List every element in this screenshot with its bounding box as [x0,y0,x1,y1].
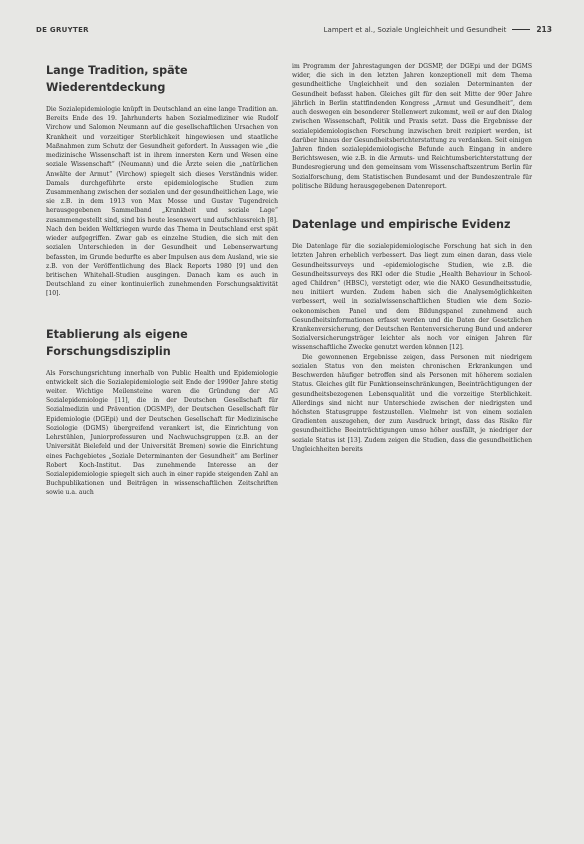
page-header [36,25,552,39]
publisher-brand: DE GRUYTER [36,26,89,34]
header-rule [512,29,530,30]
paragraph-tradition: Die Sozialepidemiologie knüpft in Deutschland an eine lange Tradition an. Bereits Ende des 19. Jahrhunderts haben Sozialmediziner wie Rudolf Virchow und Salomon Neumann auf die gesellschaftlichen Ursachen von Krankheit und vorzeitiger Sterblichkeit hingewiesen und staatliche Maßnahmen zum Schutz der Gesundheit gefordert. In Aussagen wie „die medizinische Wissenschaft ist in ihrem innersten Kern und Wesen eine soziale Wissenschaft“ (Neumann) und die Ärzte seien die „natürlichen Anwälte der Armut“ (Virchow) spiegelt sich dieses Verständnis wider. Damals durchgeführte erste epidemiologische Studien zum Zusammenhang zwischen der sozialen und der gesundheitlichen Lage, wie sie z.B. in dem 1913 von Max Mosse und Gustav Tugendreich herausgegebenen Sammelband „Krankheit und soziale Lage“ zusammengestellt sind, sind bis heute lesenswert und aufschlussreich [8]. Nach den beiden Weltkriegen wurde das Thema in Deutschland erst spät wieder aufgegriffen. Zwar gab es einzelne Studien, die sich mit den sozialen Unterschieden in der Gesundheit und Lebenserwartung befassten, im Grunde bedurfte es aber Impulsen aus dem Ausland, wie sie z.B. von der Veröffentlichung des Black Reports 1980 [9] und den britischen Whitehall-Studien ausgingen. Danach kam es auch in Deutschland zu einer kontinuierlich zunehmenden Forschungsaktivität [10]. [46,106,278,298]
running-header [324,25,552,34]
section-heading-etablierung: Etablierung als eigene Forschungsdisziplin [46,327,188,358]
page-number: 213 [536,25,552,34]
running-title: Lampert et al., Soziale Ungleichheit und Gesundheit [323,25,507,34]
section-heading-tradition: Lange Tradition, späte Wiederentdeckung [46,64,188,94]
section-heading-datenlage: Datenlage und empirische Evidenz [292,218,511,232]
left-column [46,62,278,498]
right-column [292,62,532,454]
paragraph-continued: im Programm der Jahrestagungen der DGSMP, der DGEpi und der DGMS wider, die sich in den letzten Jahren konzeptionell mit dem Thema gesundheitliche Ungleichheit und den sozialen Determinanten der Gesundheit befasst haben. Gleiches gilt für den seit Mitte der 90er Jahre jährlich in Berlin stattfindenden Kongress „Armut und Gesundheit“, dem auch deswegen ein besonderer Stellenwert zukommt, weil er auf den Dialog zwischen Wissenschaft, Politik und Praxis setzt. Dass die Ergebnisse der sozialepidemiologischen Forschung inzwischen breit rezipiert werden, ist darüber hinaus der Gesundheitsberichterstattung zu verdanken. Seit einigen Jahren finden sozialepidemiologische Befunde auch Eingang in andere Berichtswesen, wie z.B. in die Armuts- und Reichtumsberichterstattung der Bundesregierung und den gemeinsam vom Wissenschaftszentrum Berlin für Sozialforschung, dem Statistischen Bundesamt und der Bundeszentrale für politische Bildung herausgegebenen Datenreport. [292,63,532,190]
paragraph-etablierung: Als Forschungsrichtung innerhalb von Public Health und Epidemiologie entwickelt sich die Sozialepidemiologie seit Ende der 1990er Jahre stetig weiter. Wichtige Meilensteine waren die Gründung der AG Sozialepidemiologie [11], die in der Deutschen Gesellschaft für Sozialmedizin und Prävention (DGSMP), der Deutschen Gesellschaft für Epidemiologie (DGEpi) und der Deutschen Gesellschaft für Medizinische Soziologie (DGMS) übergreifend verankert ist, die Einrichtung von Lehrstühlen, Juniorprofessuren und Nachwuchsgruppen (z.B. an der Universität Bielefeld und der Universität Bremen) sowie die Einrichtung eines Fachgebietes „Soziale Determinanten der Gesundheit“ am Berliner Robert Koch-Institut. Das zunehmende Interesse an der Sozialepidemiologie spiegelt sich auch in einer rapide steigenden Zahl an Buchpublikationen und Beiträgen in wissenschaftlichen Zeitschriften sowie u.a. auch [46,369,278,497]
paragraph-datenlage: Die Datenlage für die sozialepidemiologische Forschung hat sich in den letzten Jahren erheblich verbessert. Das liegt zum einen daran, dass viele Gesundheitssurveys und -epidemiologische Studien, wie z.B. die Gesundheitssurveys des RKI oder die Studie „Health Behaviour in School-aged Children“ (HBSC), verstetigt oder, wie die NAKO Gesundheitsstudie, neu initiiert wurden. Zudem haben sich die Analysemöglichkeiten verbessert, weil in sozialwissenschaftlichen Studien wie dem Sozio-oekonomischen Panel und dem Bildungspanel zunehmend auch Gesundheitsinformationen erfasst werden und die Daten der Gesetzlichen Krankenversicherung, der Deutschen Rentenversicherung Bund und anderer Sozialversicherungsträger leichter als noch vor einigen Jahren für wissenschaftliche Zwecke genutzt werden können [12]. [292,243,532,352]
paragraph-ergebnisse: Die gewonnenen Ergebnisse zeigen, dass Personen mit niedrigem sozialen Status von den meisten chronischen Erkrankungen und Beschwerden häufiger betroffen sind als Personen mit höherem sozialen Status. Gleiches gilt für Funktionseinschränkungen, Beeinträchtigungen der gesundheitsbezogenen Lebensqualität und die vorzeitige Sterblichkeit. Allerdings sind nicht nur Unterschiede zwischen der niedrigsten und höchsten Statusgruppe festzustellen. Vielmehr ist von einem sozialen Gradienten auszugehen, der zum Ausdruck bringt, dass das Risiko für gesundheitliche Beeinträchtigungen umso höher ausfällt, je niedriger der soziale Status ist [13]. Zudem zeigen die Studien, dass die gesundheitlichen Ungleichheiten bereits [292,353,532,453]
